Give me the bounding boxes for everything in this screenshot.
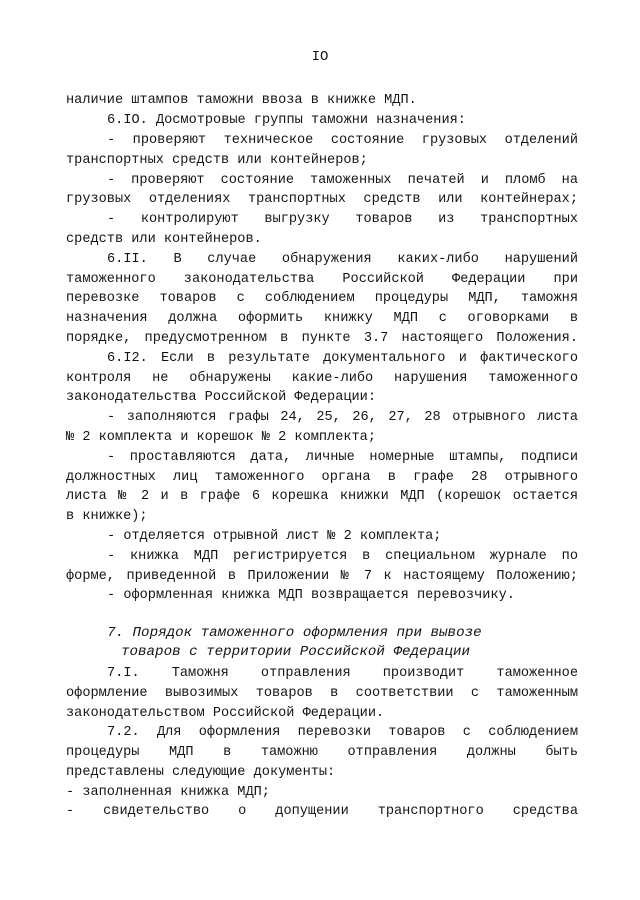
- text-line: в книжке);: [66, 509, 148, 524]
- text-line: - заполненная книжка МДП;: [66, 785, 270, 800]
- text-line: законодательством Российской Федерации.: [66, 706, 385, 721]
- text-line: - книжка МДП регистрируется в специальном журнале по: [107, 549, 578, 564]
- text-line: - заполняются графы 24, 25, 26, 27, 28 отрывного листа: [107, 410, 578, 425]
- text-line: представлены следующие документы:: [66, 765, 336, 780]
- text-line: 6.II. В случае обнаружения каких-либо нарушений: [107, 252, 578, 267]
- text-line: таможенного законодательства Российской Федерации при: [66, 272, 578, 287]
- text-line: средств или контейнеров.: [66, 232, 262, 247]
- text-line: - контролируют выгрузку товаров из транспортных: [107, 212, 578, 227]
- text-line: № 2 комплекта и корешок № 2 комплекта;: [66, 430, 376, 445]
- text-line: - проставляются дата, личные номерные штампы, подписи: [107, 450, 578, 465]
- text-line: - свидетельство о допущении транспортного средства: [66, 804, 578, 819]
- text-line: 6.I2. Если в результате документального и фактического: [107, 351, 578, 366]
- text-line: грузовых отделениях транспортных средств или контейнерах;: [66, 192, 578, 207]
- text-line: наличие штампов таможни ввоза в книжке МДП.: [66, 93, 417, 108]
- text-line: форме, приведенной в Приложении № 7 к настоящему Положению;: [66, 569, 578, 584]
- text-line: 7.2. Для оформления перевозки товаров с соблюдением: [107, 725, 578, 740]
- section-heading: 7. Порядок таможенного оформления при вывозе: [107, 625, 482, 641]
- text-line: - отделяется отрывной лист № 2 комплекта;: [107, 529, 442, 544]
- text-line: транспортных средств или контейнеров;: [66, 153, 368, 168]
- text-line: - оформленная книжка МДП возвращается перевозчику.: [107, 588, 515, 603]
- text-line: перевозке товаров с соблюдением процедуры МДП, таможня: [66, 291, 578, 306]
- section-heading: товаров с территории Российской Федерации: [121, 644, 471, 660]
- text-line: контроля не обнаружены какие-либо нарушения таможенного: [66, 371, 578, 386]
- text-line: - проверяют техническое состояние грузовых отделений: [107, 133, 578, 148]
- text-line: 7.I. Таможня отправления производит таможенное: [107, 666, 578, 681]
- text-line: законодательства Российской Федерации:: [66, 390, 376, 405]
- text-line: процедуры МДП в таможню отправления должны быть: [66, 745, 578, 760]
- page-number: IO: [311, 49, 329, 65]
- text-line: - проверяют состояние таможенных печатей и пломб на: [107, 173, 578, 188]
- text-line: назначения должна оформить книжку МДП с оговорками в: [66, 311, 578, 326]
- text-line: порядке, предусмотренном в пункте 3.7 настоящего Положения.: [66, 331, 578, 346]
- text-line: должностных лиц таможенного органа в графе 28 отрывного: [66, 470, 578, 485]
- text-line: листа № 2 и в графе 6 корешка книжки МДП (корешок остается: [66, 489, 578, 504]
- text-line: 6.IO. Досмотровые группы таможни назначения:: [107, 113, 466, 128]
- text-line: оформление вывозимых товаров в соответствии с таможенным: [66, 686, 578, 701]
